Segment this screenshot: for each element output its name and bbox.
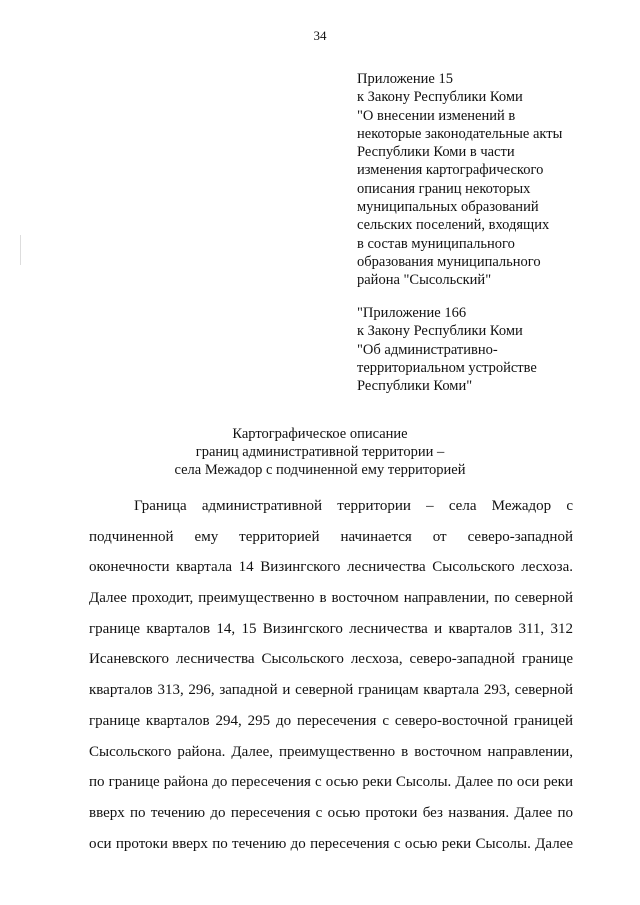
heading-line: границ административной территории – (195, 444, 445, 460)
body-paragraph (89, 491, 573, 859)
body-line: Далее проходит, преимущественно в восточном направлении, по северной (89, 590, 573, 607)
annex-current-line: образования муниципального (357, 253, 541, 270)
annex-current-line: к Закону Республики Коми (357, 89, 523, 106)
body-line: по границе района до пересечения с осью реки Сысолы. Далее по оси реки (89, 774, 573, 791)
annex-original-line: территориальном устройстве (357, 359, 537, 376)
annex-current-line: Республики Коми в части (357, 144, 515, 161)
body-line: Сысольского района. Далее, преимущественно в восточном направлении, (89, 743, 573, 760)
body-line: вверх по течению до пересечения с осью протоки без названия. Далее по (89, 804, 573, 821)
annex-original-line: Республики Коми" (357, 378, 473, 395)
body-line: кварталов 313, 296, западной и северной границам квартала 293, северной (89, 682, 573, 699)
annex-current-line: некоторые законодательные акты (357, 125, 563, 142)
annex-current-block (357, 70, 627, 290)
page-number: 34 (313, 28, 327, 43)
heading-line: села Межадор с подчиненной ему территорией (174, 462, 466, 478)
body-line: границе кварталов 14, 15 Визингского лесничества и кварталов 311, 312 (89, 620, 573, 637)
body-line: подчиненной ему территорией начинается от северо-западной (89, 528, 573, 545)
margin-mark (20, 235, 21, 265)
annex-original-line: "Об административно- (357, 341, 498, 358)
body-line: Граница административной территории – села Межадор с (134, 498, 573, 514)
body-line: оконечности квартала 14 Визингского лесничества Сысольского лесхоза. (89, 559, 573, 576)
annex-current-line: сельских поселений, входящих (357, 217, 550, 234)
body-line: границе кварталов 294, 295 до пересечения с северо-восточной границей (89, 712, 573, 729)
annex-current-line: муниципальных образований (357, 199, 539, 216)
annex-original-line: к Закону Республики Коми (357, 323, 523, 340)
body-line: оси протоки вверх по течению до пересечения с осью реки Сысолы. Далее (89, 835, 573, 852)
annex-current-line: изменения картографического (357, 162, 544, 179)
body-line: Исаневского лесничества Сысольского лесхоза, северо-западной границе (89, 651, 573, 668)
annex-current-line: "О внесении изменений в (357, 107, 516, 124)
annex-current-line: описания границ некоторых (357, 180, 531, 197)
heading-line: Картографическое описание (232, 426, 408, 442)
annex-current-line: района "Сысольский" (357, 272, 492, 289)
document-heading (0, 425, 640, 479)
annex-current-line: в состав муниципального (357, 235, 515, 252)
annex-original-block (357, 304, 627, 395)
annex-current-line: Приложение 15 (357, 71, 453, 87)
annex-original-line: "Приложение 166 (357, 305, 467, 321)
